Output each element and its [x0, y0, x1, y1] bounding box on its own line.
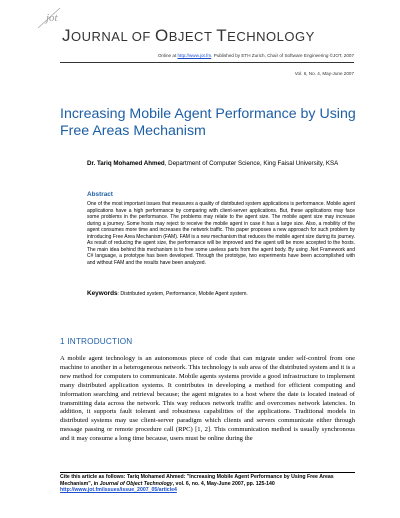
header-divider — [60, 62, 354, 63]
author-name: Dr. Tariq Mohamed Ahmed — [87, 160, 165, 167]
citation-block: Cite this article as follows: Tariq Mohamed Ahmed: "Increasing Mobile Agent Performance by Using Free Areas Mechanism", in Journal of Object Technology, vol. 6, no. 4, May-June 2007, pp. 125-140 http://www.jot.fm/issues/issue_2007_05/article4 — [60, 474, 334, 494]
author-affiliation: , Department of Computer Science, King Faisal University, KSA — [164, 160, 339, 167]
introduction-text: A mobile agent technology is an autonomous piece of code that can migrate under self-control from one machine to another in a heterogeneous network. This technology is sub area of the distributed system and it is a new method for computers to communicate. Mobile agents systems provide a good infrastructure to implement many distributed application systems. It contributes in developing a method for efficient computing and information searching and retrieval because; the agent migrates to a host where the date is located instead of transmitting data across the network. This way reduces network traffic and overcomes network latencies. In addition, it supports fault tolerant and robustness capabilities of the applications. Traditional models in distributed systems may use client-server paradigm which clients and servers communicate either through message passing or remote procedure call (RPC) [1, 2]. This communication method is usually synchronous and it may consume a long time because, users must be online during the — [60, 355, 355, 443]
section-heading: 1 INTRODUCTION — [60, 337, 133, 346]
logo-text: jot — [46, 12, 58, 24]
author-block — [87, 160, 355, 169]
abstract-text: One of the most important issues that measures a quality of distributed system applications is performance. Mobile agent applications have a high performance by comparing with client-server applications. But, these applications may face some problems in the performance. The problems may relate to the agent size. The mobile agent size may increase during a journey. Some hosts may reject to receive the mobile agent in case it has a large size. Also, a mobility of the agent consumes more time and increases the network traffic. This paper proposes a new approach for such problem by introducing Free Area Mechanism (FAM). FAM is a new mechanism that reduces the mobile agent size during its journey. As result of reducing the agent size, the performance will be improved and the agent will be more accepted to the hosts. The main idea behind this mechanism is to free some useless parts from the agent body. By using .Net Framework and C# language, a prototype has been developed. Through the prototype, two experiments have been accomplished with and without FAM and the results have been analyzed. — [87, 201, 355, 266]
abstract-heading: Abstract — [87, 191, 113, 198]
journal-link[interactable]: http://www.jot.fm — [177, 53, 212, 58]
paper-title: Increasing Mobile Agent Performance by Using Free Areas Mechanism — [60, 106, 356, 139]
journal-title: JOURNAL OF OBJECT TECHNOLOGY — [62, 26, 315, 45]
online-info: Online at http://www.jot.fm. Published by ETH Zurich, Chair of Software Engineering ©JOT, 2007 — [157, 53, 354, 58]
keywords: Keywords: Distributed system, Performance, Mobile Agent system. — [87, 290, 248, 297]
citation-divider — [60, 472, 355, 473]
volume-info: Vol. 6, No. 4, May-June 2007 — [294, 71, 354, 76]
article-link[interactable]: http://www.jot.fm/issues/issue_2007_05/article4 — [60, 487, 177, 494]
